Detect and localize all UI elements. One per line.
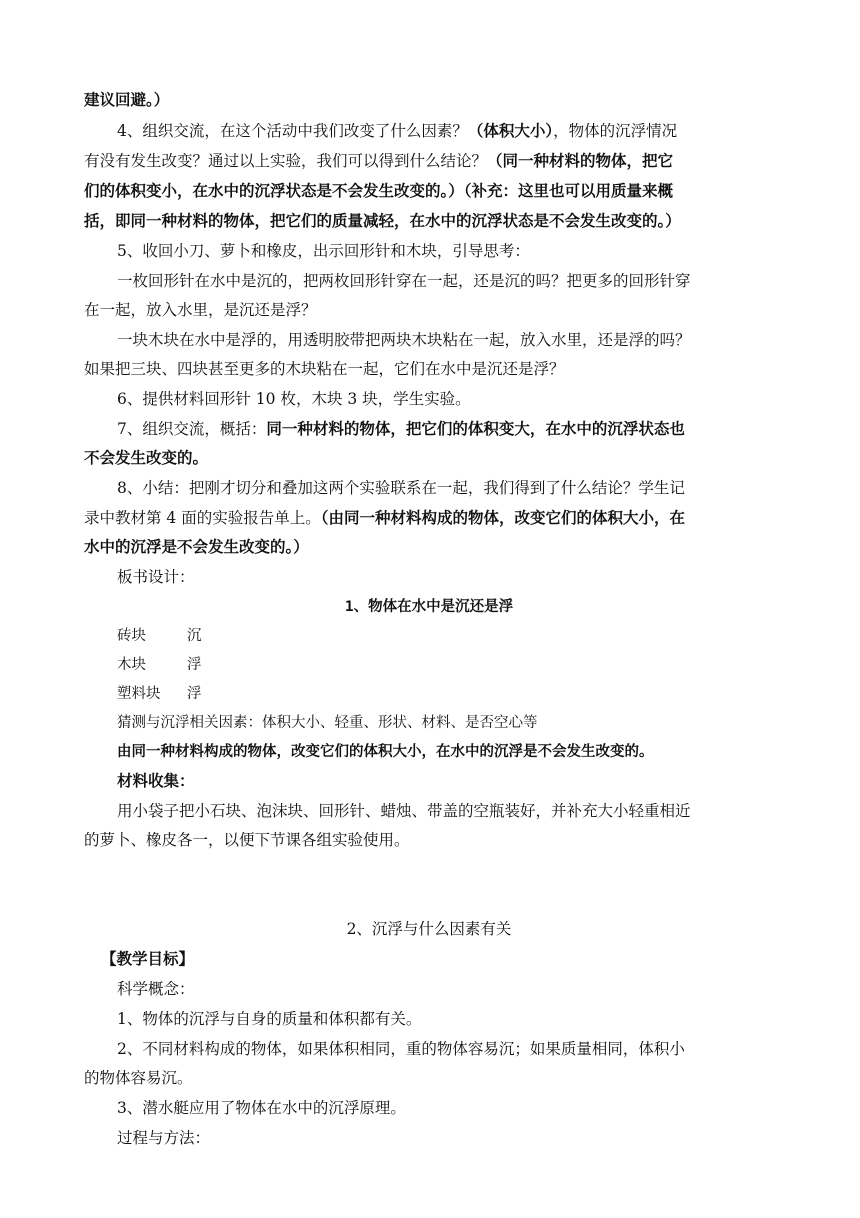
text-line [84, 150, 774, 172]
board-row [117, 654, 807, 676]
board-conclusion: 由同一种材料构成的物体，改变它们的体积大小，在水中的沉浮是不会发生改变的。 [117, 744, 654, 760]
text-line: 用小袋子把小石块、泡沫块、回形针、蜡烛、带盖的空瓶装好，并补充大小轻重相近 [117, 802, 691, 820]
board-item: 塑料块 [117, 686, 161, 702]
text-line: 5、收回小刀、萝卜和橡皮，出示回形针和木块，引导思考： [117, 242, 530, 260]
section-title: 2、沉浮与什么因素有关 [346, 920, 512, 938]
text-line: 的物体容易沉。 [84, 1069, 193, 1087]
board-state: 浮 [187, 686, 202, 702]
text-line: 建议回避。） [84, 90, 170, 109]
text-line [117, 120, 807, 142]
text-line: 们的体积变小，在水中的沉浮状态是不会发生改变的。）（补充：这里也可以用质量来概 [84, 181, 674, 200]
text-span-bold: （由同一种材料构成的物体，改变它们的体积大小，在 [320, 508, 685, 527]
text-line: 在一起，放入水里，是沉还是浮？ [84, 301, 317, 319]
text-line: 科学概念： [117, 980, 195, 998]
board-item: 砖块 [117, 628, 146, 644]
section-heading: 【教学目标】 [101, 949, 195, 968]
text-line: 括，即同一种材料的物体，把它们的质量减轻，在水中的沉浮状态是不会发生改变的。） [84, 211, 681, 230]
text-line: 8、小结：把刚才切分和叠加这两个实验联系在一起，我们得到了什么结论？学生记 [117, 479, 685, 497]
text-span: 有没有发生改变？通过以上实验，我们可以得到什么结论？ [84, 152, 488, 170]
section-heading: 材料收集： [117, 771, 195, 790]
text-line [117, 418, 807, 440]
text-span-bold: （体积大小） [467, 121, 554, 140]
board-guess: 猜测与沉浮相关因素：体积大小、轻重、形状、材料、是否空心等 [117, 715, 538, 731]
text-line: 的萝卜、橡皮各一，以便下节课各组实验使用。 [84, 831, 410, 849]
board-item: 木块 [117, 657, 146, 673]
text-line: 3、潜水艇应用了物体在水中的沉浮原理。 [117, 1099, 406, 1117]
text-line [84, 507, 774, 529]
text-line: 6、提供材料回形针 10 枚，木块 3 块，学生实验。 [117, 390, 471, 408]
text-span: ，物体的沉浮情况 [553, 122, 678, 140]
text-line: 一块木块在水中是浮的，用透明胶带把两块木块粘在一起，放入水里，还是浮的吗？ [117, 331, 691, 349]
board-state: 浮 [187, 657, 202, 673]
text-line: 不会发生改变的。 [84, 448, 209, 467]
text-span: 录中教材第 4 面的实验报告单上。 [84, 509, 321, 527]
text-line: 过程与方法： [117, 1129, 211, 1147]
text-line: 2、不同材料构成的物体，如果体积相同，重的物体容易沉；如果质量相同，体积小 [117, 1040, 685, 1058]
board-row [117, 683, 807, 705]
text-line: 如果把三块、四块甚至更多的木块粘在一起，它们在水中是沉还是浮？ [84, 360, 565, 378]
text-line: 1、物体的沉浮与自身的质量和体积都有关。 [117, 1010, 422, 1028]
board-state: 沉 [187, 628, 202, 644]
text-span-bold: （同一种材料的物体，把它 [487, 151, 674, 170]
text-span-bold: 同一种材料的物体，把它们的体积变大，在水中的沉浮状态也 [266, 419, 685, 438]
text-line: 板书设计： [117, 568, 195, 586]
text-line: 一枚回形针在水中是沉的，把两枚回形针穿在一起，还是沉的吗？把更多的回形针穿 [117, 272, 691, 290]
board-title: 1、物体在水中是沉还是浮 [344, 599, 514, 615]
text-line: 水中的沉浮是不会发生改变的。） [84, 537, 309, 556]
text-span: 7、组织交流，概括： [117, 420, 267, 438]
board-row [117, 625, 807, 647]
text-span: 4、组织交流，在这个活动中我们改变了什么因素？ [117, 122, 468, 140]
